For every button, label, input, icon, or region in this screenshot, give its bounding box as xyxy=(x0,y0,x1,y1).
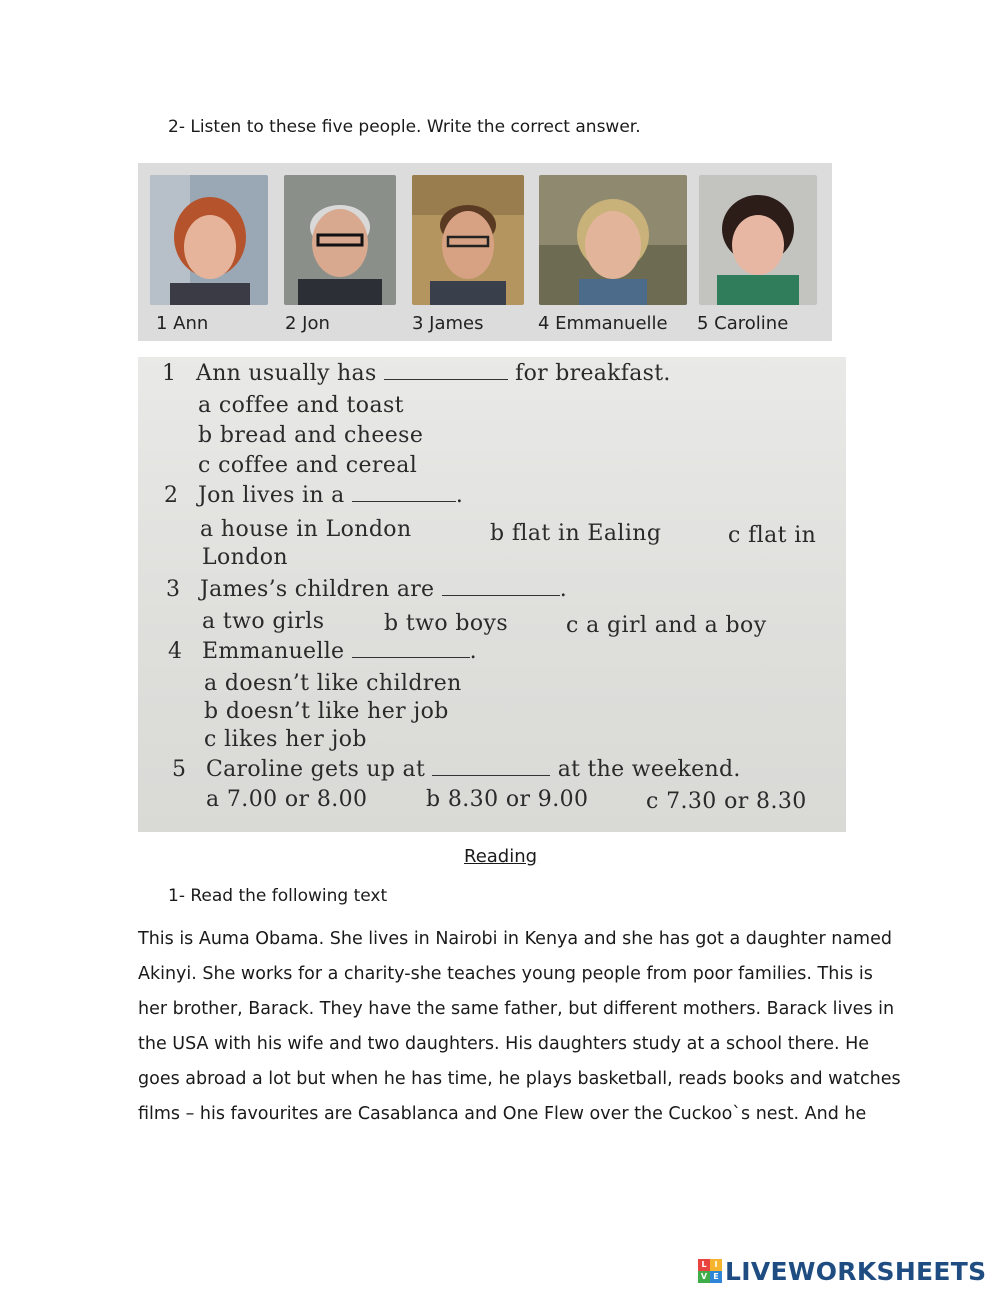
reading-heading: Reading xyxy=(464,846,538,867)
logo-icon: L I V E xyxy=(698,1259,722,1283)
person-label-jon: 2 Jon xyxy=(285,313,330,334)
portrait-james xyxy=(412,175,524,305)
person-label-james: 3 James xyxy=(412,313,484,334)
question-2: 2 Jon lives in a . xyxy=(164,483,464,508)
question-1: 1 Ann usually has for breakfast. xyxy=(162,361,671,386)
option-3c: c a girl and a boy xyxy=(566,613,767,638)
reading-line: Akinyi. She works for a charity-she teaches young people from poor families. This is xyxy=(138,964,873,984)
option-2c-continued: London xyxy=(202,545,288,570)
person-label-emmanuelle: 4 Emmanuelle xyxy=(538,313,668,334)
portrait-ann xyxy=(150,175,268,305)
reading-line: goes abroad a lot but when he has time, he plays basketball, reads books and watches xyxy=(138,1069,901,1089)
option-4a: a doesn’t like children xyxy=(204,671,462,696)
question-4: 4 Emmanuelle . xyxy=(168,639,477,664)
option-2a: a house in London xyxy=(200,517,412,542)
answer-blank xyxy=(384,365,508,380)
option-1c: c coffee and cereal xyxy=(198,453,418,478)
reading-line: films – his favourites are Casablanca and One Flew over the Cuckoo`s nest. And he xyxy=(138,1104,867,1124)
reading-line: the USA with his wife and two daughters. His daughters study at a school there. He xyxy=(138,1034,870,1054)
reading-line: her brother, Barack. They have the same father, but different mothers. Barack lives in xyxy=(138,999,895,1019)
option-1b: b bread and cheese xyxy=(198,423,424,448)
option-4b: b doesn’t like her job xyxy=(204,699,449,724)
person-label-caroline: 5 Caroline xyxy=(697,313,789,334)
reading-line: This is Auma Obama. She lives in Nairobi in Kenya and she has got a daughter named xyxy=(138,929,892,949)
portrait-caroline xyxy=(699,175,817,305)
reading-text xyxy=(138,922,901,1132)
option-5b: b 8.30 or 9.00 xyxy=(426,787,589,812)
answer-blank xyxy=(352,643,470,658)
option-3a: a two girls xyxy=(202,609,325,634)
answer-blank xyxy=(432,761,550,776)
liveworksheets-logo[interactable] xyxy=(698,1256,986,1286)
option-4c: c likes her job xyxy=(204,727,367,752)
reading-instruction: 1- Read the following text xyxy=(168,886,388,906)
logo-text: LIVEWORKSHEETS xyxy=(725,1256,987,1286)
option-1a: a coffee and toast xyxy=(198,393,404,418)
option-2c: c flat in xyxy=(728,523,817,548)
option-5a: a 7.00 or 8.00 xyxy=(206,787,368,812)
portrait-emmanuelle xyxy=(539,175,687,305)
question-3: 3 James’s children are . xyxy=(166,577,567,602)
listening-instruction: 2- Listen to these five people. Write the correct answer. xyxy=(168,117,641,137)
person-label-ann: 1 Ann xyxy=(156,313,209,334)
portrait-jon xyxy=(284,175,396,305)
listening-questions xyxy=(138,357,846,832)
people-photo-strip xyxy=(138,163,832,341)
answer-blank xyxy=(352,487,456,502)
option-5c: c 7.30 or 8.30 xyxy=(646,789,807,814)
option-3b: b two boys xyxy=(384,611,509,636)
option-2b: b flat in Ealing xyxy=(490,521,662,546)
question-5: 5 Caroline gets up at at the weekend. xyxy=(172,757,741,782)
answer-blank xyxy=(442,581,560,596)
